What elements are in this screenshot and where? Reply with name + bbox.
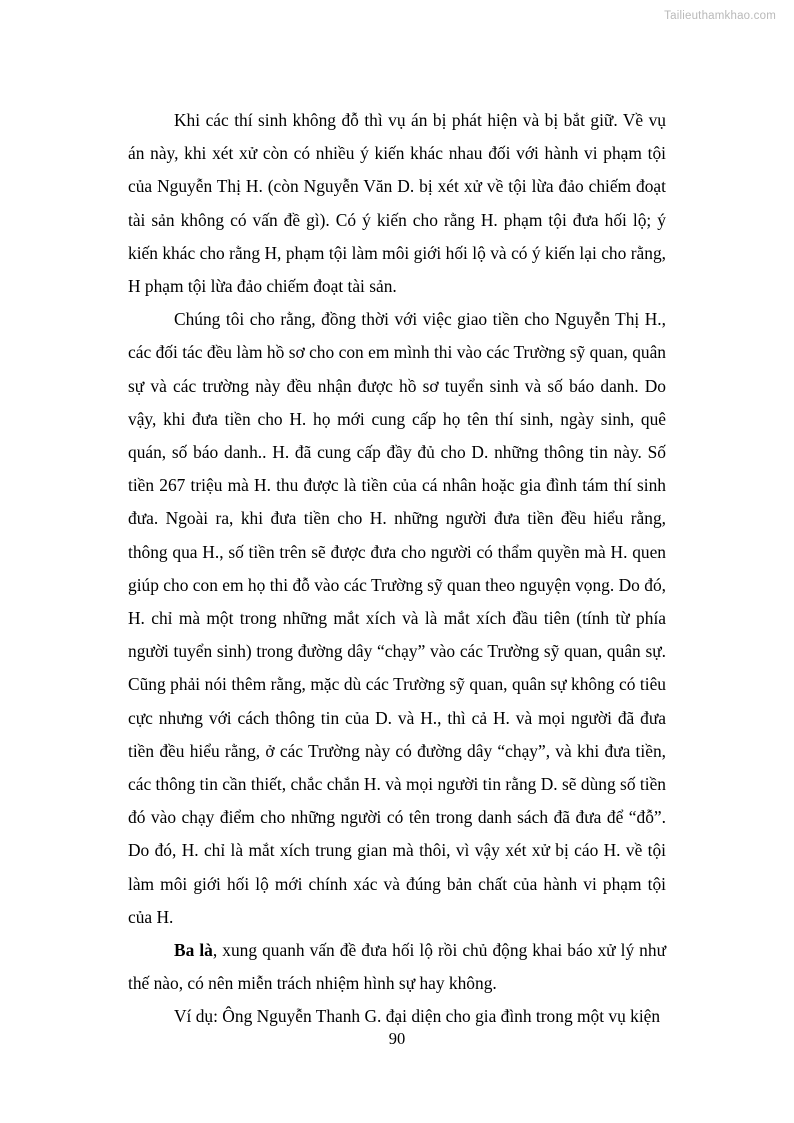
paragraph-3-lead: Ba là — [174, 940, 213, 961]
page-body — [128, 104, 666, 1034]
page-number: 90 — [388, 1029, 406, 1048]
paragraph-3 — [128, 934, 666, 1000]
paragraph-2: Chúng tôi cho rằng, đồng thời với việc giao tiền cho Nguyễn Thị H., các đối tác đều làm hồ sơ cho con em mình thi vào các Trường sỹ quan, quân sự và các trường này đều nhận được hồ sơ tuyển sinh và số báo danh. Do vậy, khi đưa tiền cho H. họ mới cung cấp họ tên thí sinh, ngày sinh, quê quán, số báo danh.. H. đã cung cấp đầy đủ cho D. những thông tin này. Số tiền 267 triệu mà H. thu được là tiền của cá nhân hoặc gia đình tám thí sinh đưa. Ngoài ra, khi đưa tiền cho H. những người đưa tiền đều hiểu rằng, thông qua H., số tiền trên sẽ được đưa cho người có thẩm quyền mà H. quen giúp cho con em họ thi đỗ vào các Trường sỹ quan theo nguyện vọng. Do đó, H. chỉ mà một trong những mắt xích và là mắt xích đầu tiên (tính từ phía người tuyển sinh) trong đường dây “chạy” vào các Trường sỹ quan, quân sự. Cũng phải nói thêm rằng, mặc dù các Trường sỹ quan, quân sự không có tiêu cực nhưng với cách thông tin của D. và H., thì cả H. và mọi người đã đưa tiền đều hiểu rằng, ở các Trường này có đường dây “chạy”, và khi đưa tiền, các thông tin cần thiết, chắc chắn H. và mọi người tin rằng D. sẽ dùng số tiền đó vào chạy điểm cho những người có tên trong danh sách đã đưa để “đỗ”. Do đó, H. chỉ là mắt xích trung gian mà thôi, vì vậy xét xử bị cáo H. về tội làm môi giới hối lộ mới chính xác và đúng bản chất của hành vi phạm tội của H. — [128, 309, 666, 927]
paragraph-1: Khi các thí sinh không đỗ thì vụ án bị phát hiện và bị bắt giữ. Về vụ án này, khi xét xử còn có nhiều ý kiến khác nhau đối với hành vi phạm tội của Nguyễn Thị H. (còn Nguyễn Văn D. bị xét xử về tội lừa đảo chiếm đoạt tài sản không có vấn đề gì). Có ý kiến cho rằng H. phạm tội đưa hối lộ; ý kiến khác cho rằng H, phạm tội làm môi giới hối lộ và có ý kiến lại cho rằng, H phạm tội lừa đảo chiếm đoạt tài sản. — [128, 110, 666, 297]
paragraph-3-text: , xung quanh vấn đề đưa hối lộ rồi chủ động khai báo xử lý như thế nào, có nên miễn trách nhiệm hình sự hay không. — [128, 940, 666, 994]
watermark-text: Tailieuthamkhao.com — [664, 10, 776, 22]
paragraph-4: Ví dụ: Ông Nguyễn Thanh G. đại diện cho gia đình trong một vụ kiện — [174, 1006, 661, 1027]
